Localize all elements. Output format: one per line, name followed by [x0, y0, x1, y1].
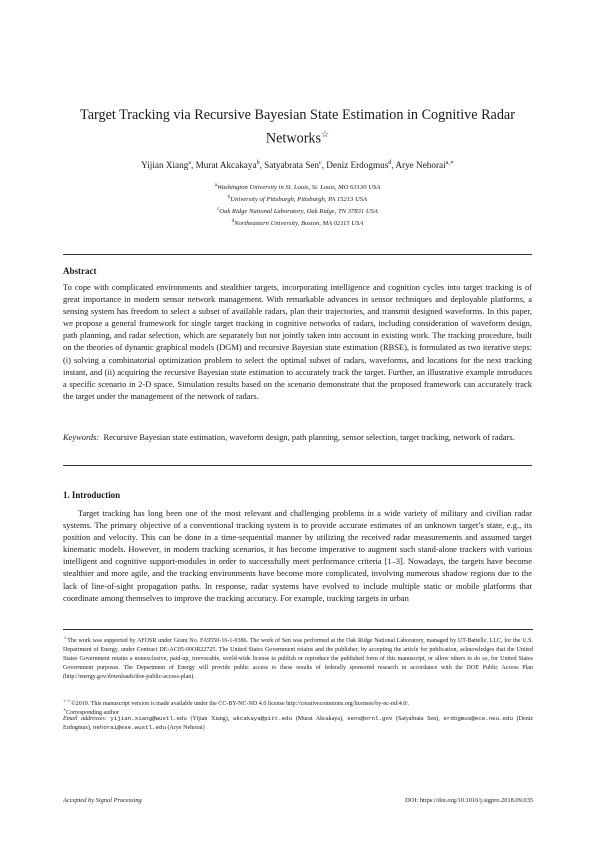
author-list: Yijian Xiang$^a$, Murat Akcakaya$^b$, Satyabrata Sen$^c$, Deniz Erdogmus$^d$, Arye Nehorai$^{a,∗}$	[141, 160, 454, 171]
doi-link[interactable]: DOI: https://doi.org/10.1016/j.sigpro.2018.09.035	[405, 797, 533, 804]
intro-paragraph: Target tracking has long been one of the most relevant and challenging problems in a wide variety of military and civilian radar systems. The primary objective of a conventional tracking system is to provide accurate estimates of an unknown target’s state, e.g., its position and velocity. This can be done in a time-sequential manner by utilizing the received radar measurements and assumed target kinematic models. However, in modern tracking scenarios, it has become imperative to augment such stand-alone trackers with various intelligent and cognitive support-modules in order to successfully meet performance criteria [1–3]. Nowadays, the targets have become stealthier and more agile, and the tracking environments have become more complicated, involving numerous shadow regions due to the lack of line-of-sight propagation paths. In response, radar systems have evolved to include multiple static or mobile platforms that coordinate among themselves to improve the tracking accuracy. For example, tracking targets in urban	[63, 508, 532, 603]
email-link[interactable]: nehorai@ese.wustl.edu	[92, 723, 166, 731]
email-link[interactable]: erdogmus@ece.neu.edu	[443, 715, 513, 722]
email-owner: (Deniz Erdogmus),	[63, 716, 534, 731]
email-owner: (Satyabrata Sen),	[396, 716, 440, 722]
abstract-top-rule	[63, 254, 532, 255]
keywords-label: Keywords:	[63, 432, 100, 442]
affil-text: University of Pittsburgh, Pittsburgh, PA 15213 USA	[230, 196, 368, 204]
affil-sup: b	[227, 194, 231, 200]
footnote-text: The work was supported by AFOSR under Grant No. FA9550-16-1-0386. The work of Sen was performed at the Oak Ridge National Laboratory, managed by UT-Battelle, LLC, for the U.S. Department of Energy, under Contract DE-AC05-00OR22725. The United States Government retains and the publisher, by accepting the article for publication, acknowledges that the United States Government retains a nonexclusive, paid-up, irrevocable, world-wide license to publish or reproduce the published form of this manuscript, or allow others to do so, for United States Government purposes. The Department of Energy will provide public access to these results of federally sponsored research in accordance with the DOE Public Access Plan (http://energy.gov/downloads/doe-public-access-plan).	[63, 638, 533, 680]
footnote-text: Corresponding author	[66, 710, 119, 717]
email-label: Email addresses:	[63, 716, 107, 722]
email-link[interactable]: akcakaya@pitt.edu	[232, 715, 293, 722]
author-sup: a	[188, 160, 191, 166]
title-text: Target Tracking via Recursive Bayesian State Estimation in Cognitive Radar Networks	[80, 107, 515, 147]
affiliation	[40, 181, 555, 193]
keywords	[63, 431, 532, 443]
accepted-by: Accepted by Signal Processing	[63, 797, 142, 804]
author-sup: d	[388, 160, 392, 166]
title-footnote-mark: ☆	[321, 129, 330, 139]
email-owner: (Murat Akcakaya),	[295, 716, 344, 722]
author: Yijian Xiang	[141, 160, 189, 171]
footnote-mark: ☆	[63, 635, 68, 640]
author-sup: a,∗	[445, 160, 454, 166]
footnote-mark: ∗	[63, 707, 67, 712]
author: Satyabrata Sen	[264, 160, 320, 171]
author: Deniz Erdogmus	[326, 160, 389, 171]
affil-text: Washington University in St. Louis, St. Louis, MO 63130 USA	[216, 184, 381, 192]
email-link[interactable]: sens@ornl.gov	[347, 715, 393, 722]
affil-text: Oak Ridge National Laboratory, Oak Ridge, TN 37831 USA	[219, 207, 378, 215]
affil-sup: a	[214, 183, 217, 188]
page-footer	[63, 797, 533, 804]
author-sup: c	[319, 160, 322, 166]
affiliation	[40, 193, 555, 205]
affiliation	[40, 205, 555, 217]
email-owner: (Yijian Xiang),	[190, 716, 230, 722]
paper-title	[60, 106, 535, 149]
abstract-text: To cope with complicated environments and stealthier targets, incorporating intelligence and cognition cycles into target tracking is of great importance in modern sensor network management. With remarkable advances in sensor techniques and deployable platforms, a sensing system has freedom to select a subset of available radars, plan their trajectories, and transmit designed waveforms. In this paper, we propose a general framework for single target tracking in cognitive networks of radars, including consideration of waveform design, path planning, and radar selection, which are separately but not jointly taken into account in existing work. The tracking procedure, built on the theories of dynamic graphical models (DGM) and recursive Bayesian state estimation (RBSE), is formulated as two iterative steps: (i) solving a combinatorial optimization problem to select the optimal subset of radars, waveforms, and locations for the next tracking instant, and (ii) acquiring the recursive Bayesian state estimation to accurately track the target. Further, an illustrative example introduces a specific scenario in 2-D space. Simulation results based on the scenario demonstrate that the proposed framework can accurately track the target under the management of the network of radars.	[63, 282, 532, 401]
author-sup: b	[256, 160, 260, 166]
footnote-rule	[63, 629, 533, 630]
section-heading: 1. Introduction	[63, 490, 121, 500]
affil-text: Northeastern University, Boston, MA 02115 USA	[234, 219, 364, 227]
affil-sup: d	[231, 218, 235, 224]
author: Murat Akcakaya	[195, 160, 257, 171]
footnote-mark: ☆☆	[63, 698, 72, 703]
abstract-bottom-rule	[63, 465, 532, 466]
affiliation	[40, 217, 555, 229]
email-link[interactable]: yijian.xiang@wustl.edu	[110, 715, 187, 722]
author: Arye Nehorai	[395, 160, 446, 171]
abstract-heading: Abstract	[63, 266, 97, 276]
affil-sup: c	[217, 206, 220, 212]
keywords-text: Recursive Bayesian state estimation, waveform design, path planning, sensor selection, target tracking, network of radars.	[103, 432, 515, 442]
footnote-emails	[63, 715, 533, 733]
footnote-text: ©2019. This manuscript version is made available under the CC-BY-NC-ND 4.0 license http://creativecommons.org/licenses/by-nc-nd/4.0/.	[71, 701, 410, 708]
email-owner: (Arye Nehorai)	[167, 724, 205, 731]
footnote-funding	[63, 634, 533, 682]
affiliations	[40, 181, 555, 229]
